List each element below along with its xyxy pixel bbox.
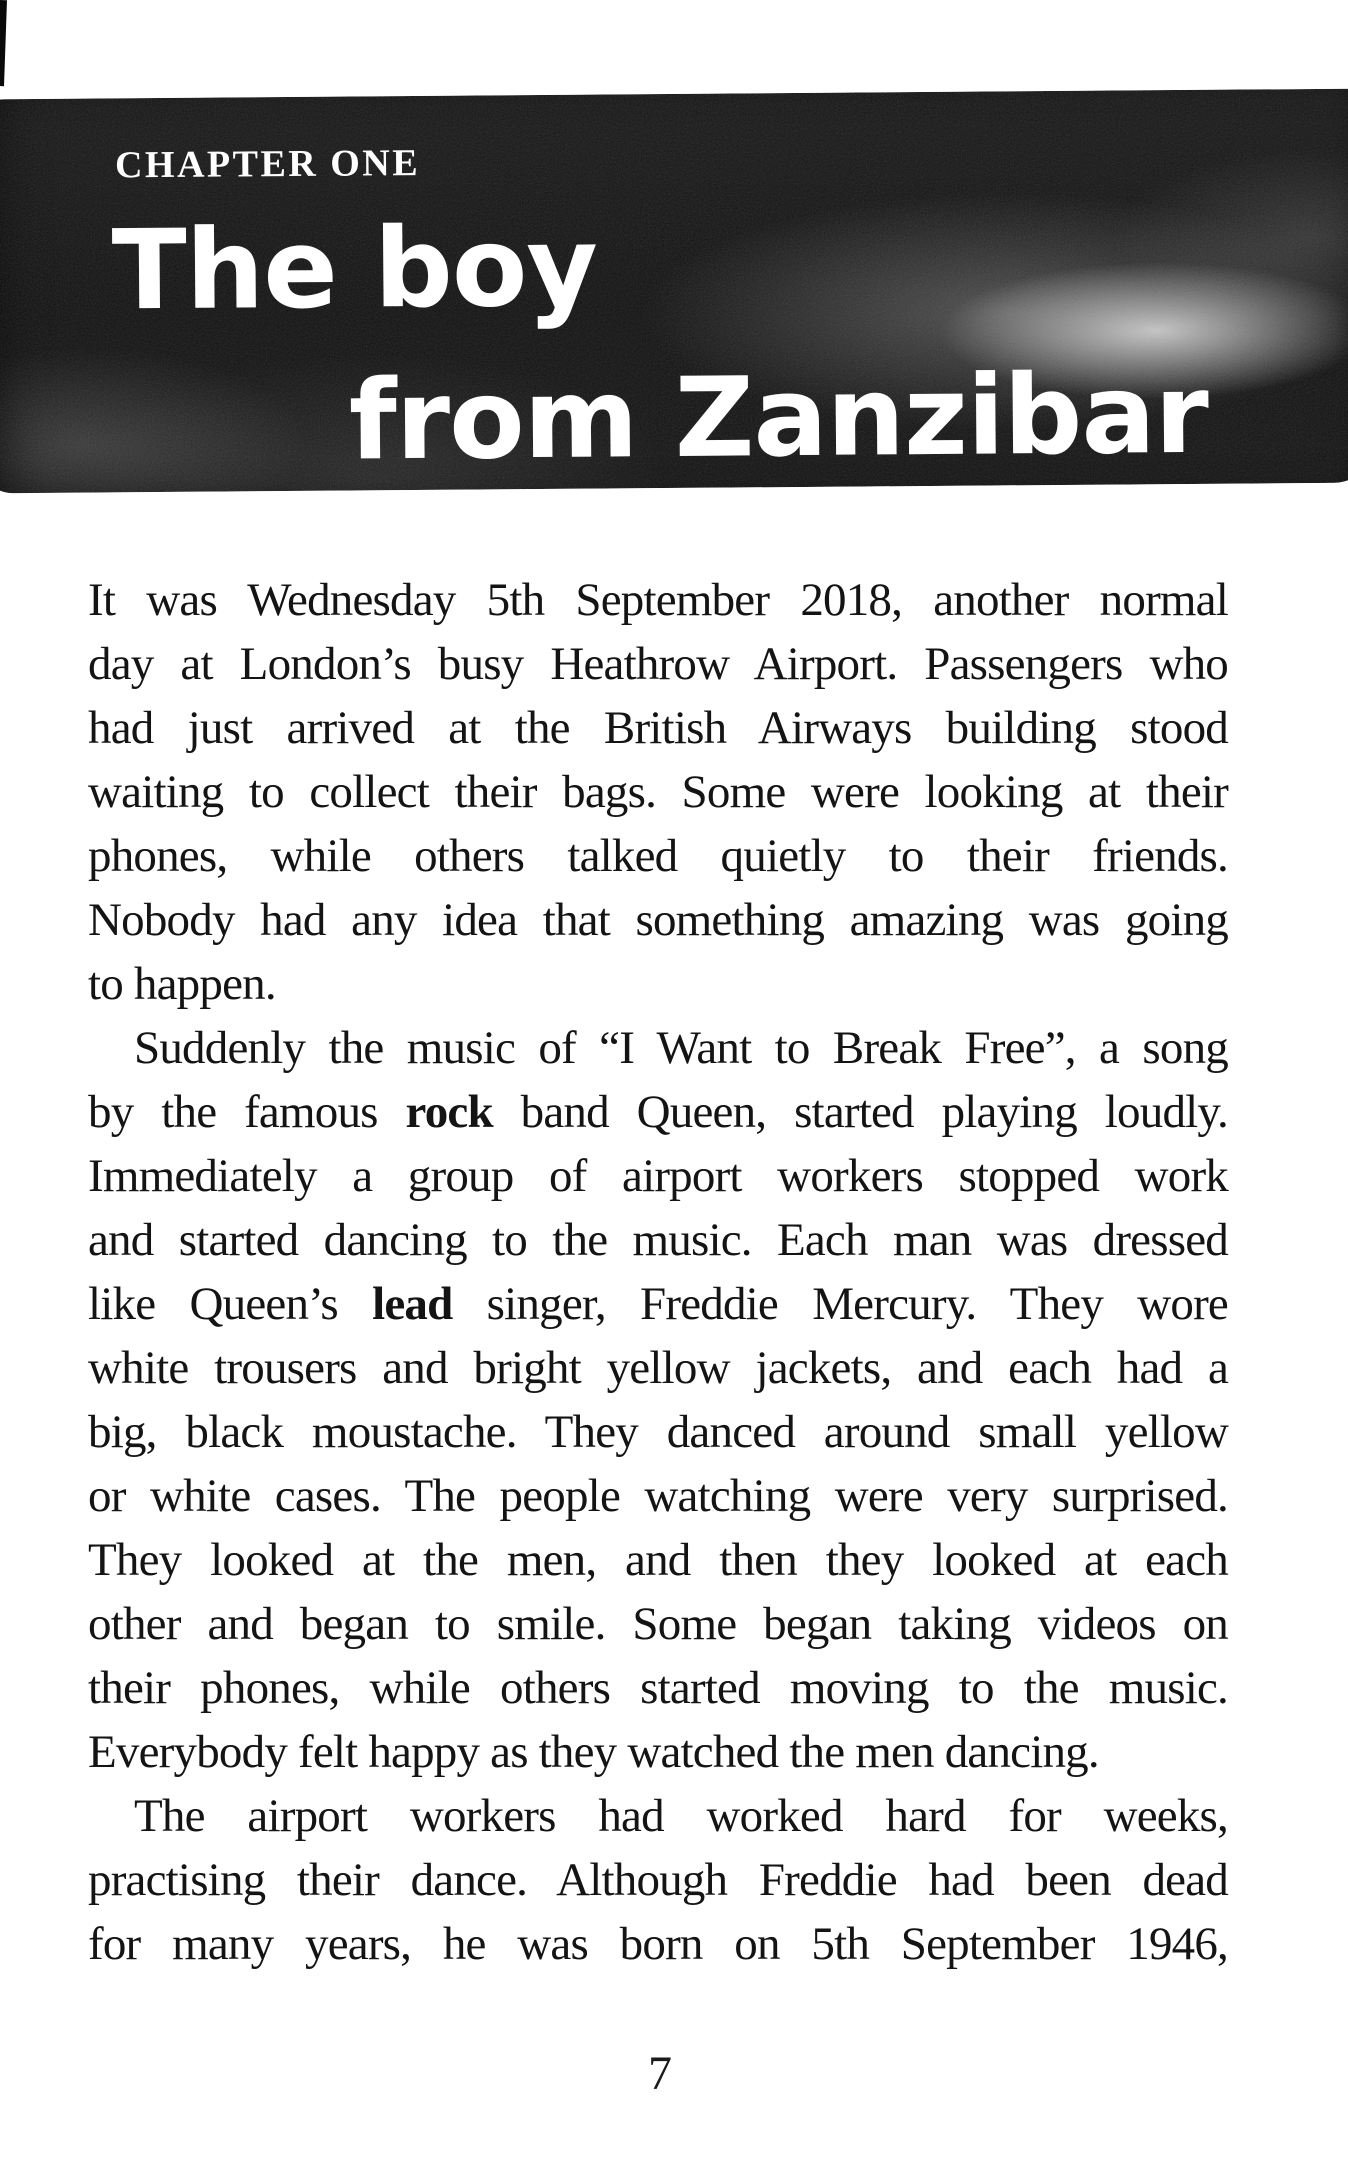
body-line [88,1592,1228,1656]
body-segment: day at London’s busy Heathrow Airport. Passengers who [88,638,1228,690]
body-segment: or white cases. The people watching were very surprised. [88,1470,1228,1522]
glossary-word: rock [405,1086,493,1138]
body-line [88,1400,1228,1464]
body-line [88,632,1228,696]
body-segment: Immediately a group of airport workers stopped work [88,1150,1228,1202]
chapter-title-line2: from Zanzibar [348,349,1209,485]
body-line [88,1464,1228,1528]
body-segment: and started dancing to the music. Each man was dressed [88,1214,1228,1266]
scan-artifact-corner [0,0,7,86]
body-line [88,1848,1228,1912]
body-segment: big, black moustache. They danced around small yellow [88,1406,1228,1458]
body-line [88,952,1228,1016]
body-line [88,1528,1228,1592]
page-number: 7 [648,2047,672,2100]
body-line [88,1272,1228,1336]
chapter-title-line1: The boy [111,202,598,335]
body-segment: Everybody felt happy as they watched the men dancing. [88,1726,1099,1778]
chapter-title [111,186,1208,499]
body-segment: their phones, while others started moving to the music. [88,1662,1228,1714]
body-segment: for many years, he was born on 5th September 1946, [88,1918,1228,1970]
body-segment: It was Wednesday 5th September 2018, another normal [88,574,1228,626]
body-line [88,696,1228,760]
chapter-banner [0,89,1348,494]
body-line [88,568,1228,632]
body-segment: band Queen, started playing loudly. [492,1086,1228,1138]
body-segment: Nobody had any idea that something amazing was going [88,894,1228,946]
glossary-word: lead [372,1278,453,1330]
body-segment: to happen. [88,958,276,1010]
body-segment: singer, Freddie Mercury. They wore [452,1278,1228,1330]
body-line [88,1784,1228,1848]
body-segment: They looked at the men, and then they looked at each [88,1534,1228,1586]
body-text [88,568,1228,1976]
body-segment: like Queen’s [88,1278,373,1330]
body-segment: phones, while others talked quietly to their friends. [88,830,1228,882]
body-line [88,1656,1228,1720]
body-line [88,1144,1228,1208]
body-line [88,1208,1228,1272]
chapter-kicker: CHAPTER ONE [114,141,421,187]
body-line [88,1080,1228,1144]
body-segment: waiting to collect their bags. Some were looking at their [88,766,1228,818]
body-line [88,1720,1228,1784]
body-line [88,760,1228,824]
body-segment: had just arrived at the British Airways building stood [88,702,1228,754]
body-segment: other and began to smile. Some began taking videos on [88,1598,1228,1650]
body-segment: Suddenly the music of “I Want to Break Free”, a song [134,1022,1228,1074]
body-line [88,1912,1228,1976]
body-line [88,824,1228,888]
body-line [88,1016,1228,1080]
body-line [88,888,1228,952]
body-segment: white trousers and bright yellow jackets, and each had a [88,1342,1228,1394]
body-segment: by the famous [88,1086,406,1138]
body-line [88,1336,1228,1400]
body-segment: The airport workers had worked hard for weeks, [134,1790,1228,1842]
body-segment: practising their dance. Although Freddie had been dead [88,1854,1228,1906]
